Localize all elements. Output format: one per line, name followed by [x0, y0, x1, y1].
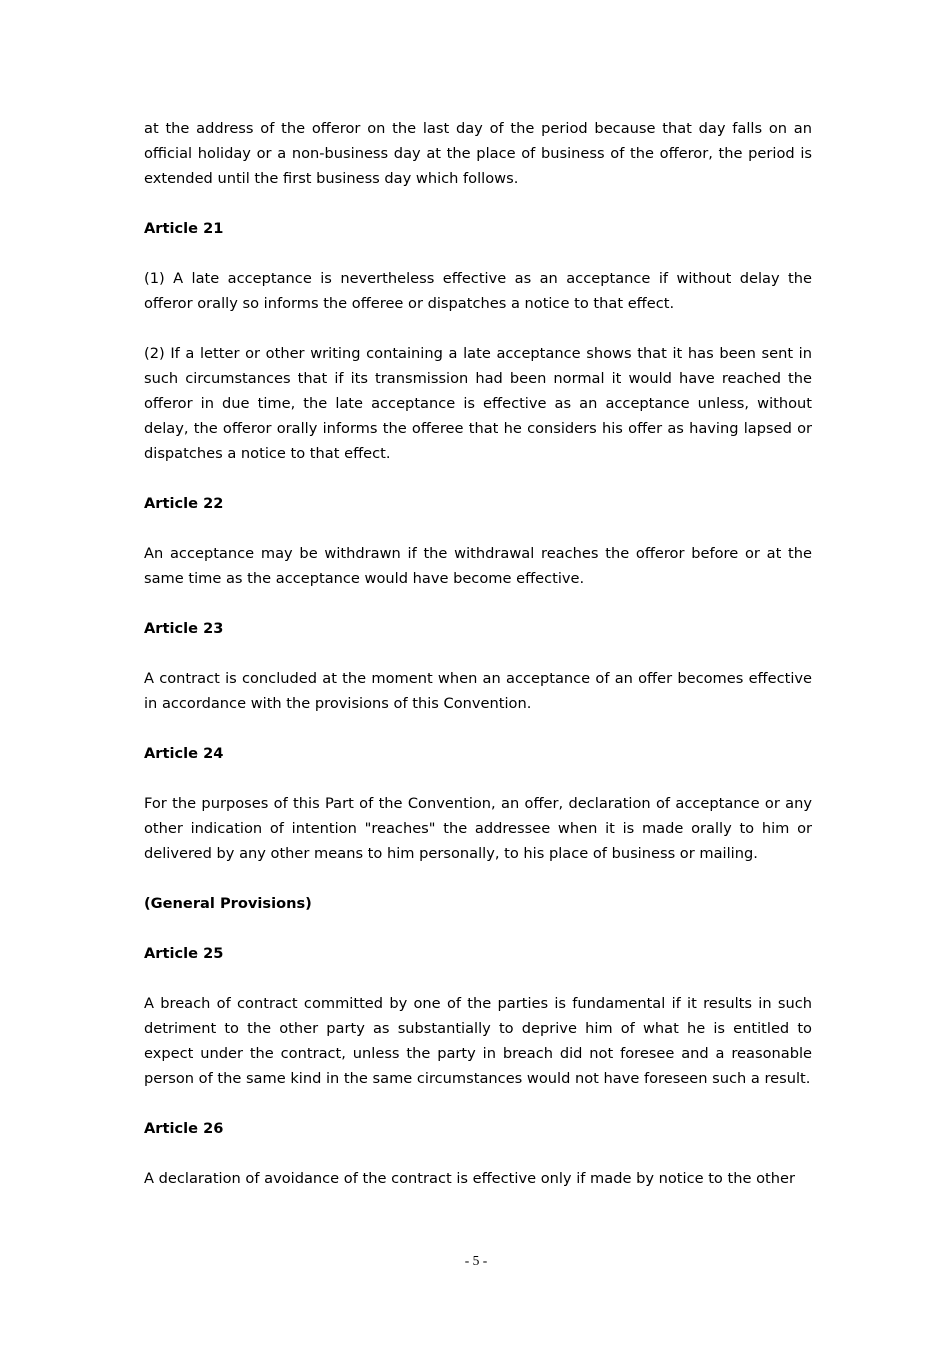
heading-article-24: Article 24	[144, 745, 224, 762]
heading-article-23: Article 23	[144, 620, 224, 637]
page-body	[144, 116, 812, 1191]
heading-article-22: Article 22	[144, 495, 224, 512]
paragraph-article-22: An acceptance may be withdrawn if the withdrawal reaches the offeror before or at the same time as the acceptance would have become effective.	[144, 545, 812, 587]
paragraph-article-20-continuation: at the address of the offeror on the last day of the period because that day falls on an official holiday or a non-business day at the place of business of the offeror, the period is extended until the first business day which follows.	[144, 120, 812, 187]
paragraph-article-26: A declaration of avoidance of the contract is effective only if made by notice to the other	[144, 1170, 795, 1187]
page-number: - 5 -	[464, 1253, 488, 1268]
paragraph-article-24: For the purposes of this Part of the Convention, an offer, declaration of acceptance or any other indication of intention "reaches" the addressee when it is made orally to him or delivered by any other means to him personally, to his place of business or mailing.	[144, 795, 812, 862]
paragraph-article-21-clause-2: (2) If a letter or other writing containing a late acceptance shows that it has been sent in such circumstances that if its transmission had been normal it would have reached the offeror in due time, the late acceptance is effective as an acceptance unless, without delay, the offeror orally informs the offeree that he considers his offer as having lapsed or dispatches a notice to that effect.	[144, 345, 812, 462]
paragraph-article-25: A breach of contract committed by one of the parties is fundamental if it results in such detriment to the other party as substantially to deprive him of what he is entitled to expect under the contract, unless the party in breach did not foresee and a reasonable person of the same kind in the same circumstances would not have foreseen such a result.	[144, 995, 812, 1087]
paragraph-article-21-clause-1: (1) A late acceptance is nevertheless effective as an acceptance if without delay the offeror orally so informs the offeree or dispatches a notice to that effect.	[144, 270, 812, 312]
paragraph-article-23: A contract is concluded at the moment when an acceptance of an offer becomes effective in accordance with the provisions of this Convention.	[144, 670, 812, 712]
heading-article-26: Article 26	[144, 1120, 224, 1137]
heading-general-provisions: (General Provisions)	[144, 895, 312, 912]
heading-article-21: Article 21	[144, 220, 224, 237]
heading-article-25: Article 25	[144, 945, 224, 962]
